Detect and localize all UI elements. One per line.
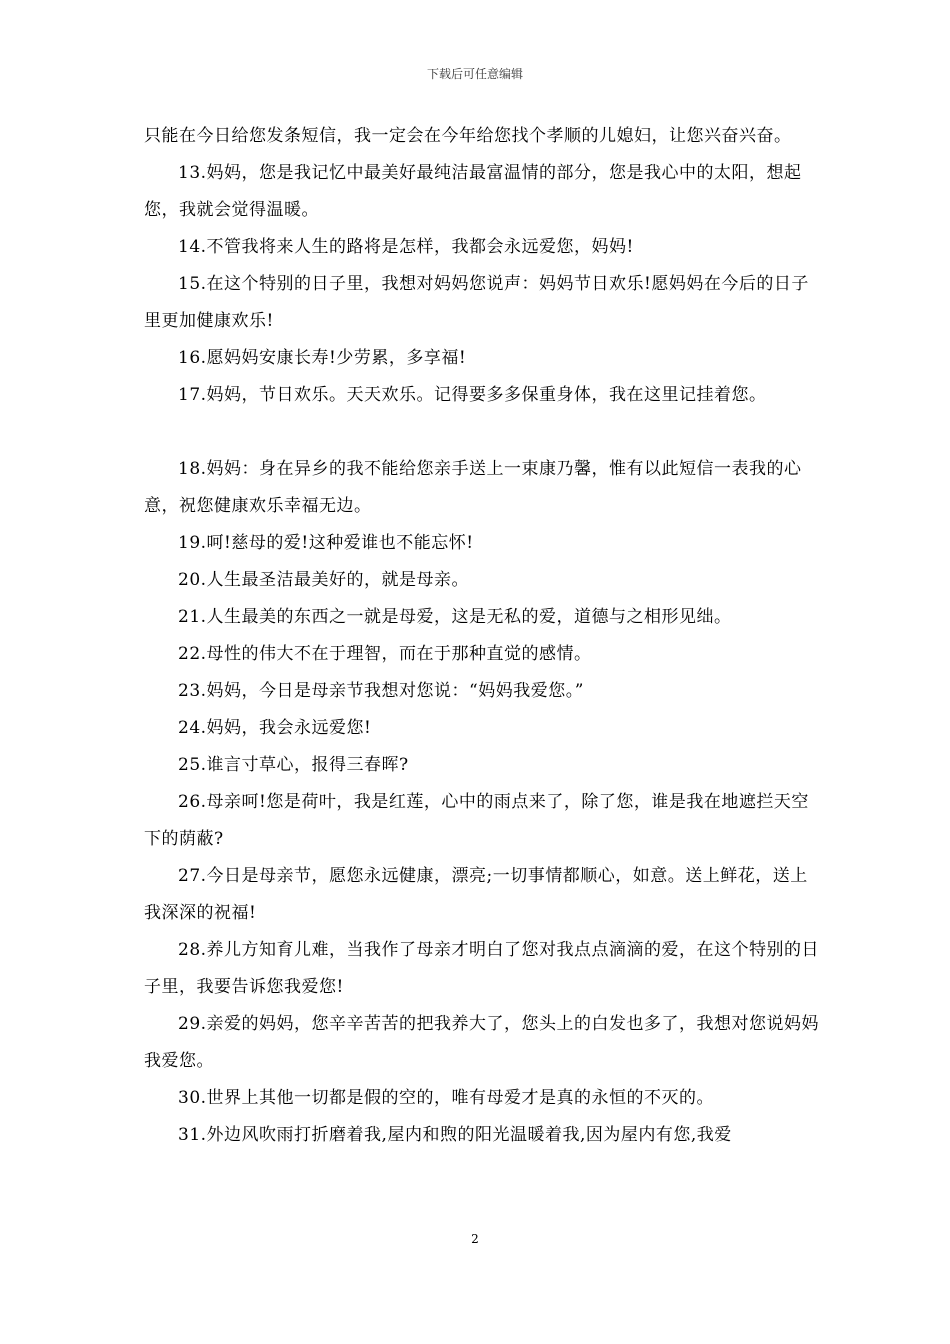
list-item: 17.妈妈，节日欢乐。天天欢乐。记得要多多保重身体，我在这里记挂着您。 [178,385,767,405]
list-item: 19.呵!慈母的爱!这种爱谁也不能忘怀! [178,533,474,553]
list-item: 15.在这个特别的日子里，我想对妈妈您说声：妈妈节日欢乐!愿妈妈在今后的日子里更加健康欢乐! [144,274,809,331]
list-item: 20.人生最圣洁最美好的，就是母亲。 [178,570,470,590]
list-item: 23.妈妈，今日是母亲节我想对您说：“妈妈我爱您。” [178,681,584,701]
list-item: 26.母亲呵!您是荷叶，我是红莲，心中的雨点来了，除了您，谁是我在地遮拦天空下的荫蔽? [144,792,809,849]
page-header: 下载后可任意编辑 [426,67,523,81]
document-body [144,118,820,1154]
blank-line [144,414,820,451]
list-item: 14.不管我将来人生的路将是怎样，我都会永远爱您，妈妈! [178,237,634,257]
list-item: 25.谁言寸草心，报得三春晖? [178,755,409,775]
list-item: 31.外边风吹雨打折磨着我,屋内和煦的阳光温暖着我,因为屋内有您,我爱 [178,1125,732,1145]
list-item: 29.亲爱的妈妈，您辛辛苦苦的把我养大了，您头上的白发也多了，我想对您说妈妈我爱您。 [144,1014,820,1071]
list-item: 30.世界上其他一切都是假的空的，唯有母爱才是真的永恒的不灭的。 [178,1088,715,1108]
list-item: 28.养儿方知育儿难，当我作了母亲才明白了您对我点点滴滴的爱，在这个特别的日子里，我要告诉您我爱您! [144,940,820,997]
paragraph-continuation: 只能在今日给您发条短信，我一定会在今年给您找个孝顺的儿媳妇，让您兴奋兴奋。 [144,126,792,146]
page-number: 2 [471,1232,479,1246]
list-item: 27.今日是母亲节，愿您永远健康，漂亮;一切事情都顺心，如意。送上鲜花，送上我深深的祝福! [144,866,808,923]
list-item: 24.妈妈，我会永远爱您! [178,718,372,738]
list-item: 16.愿妈妈安康长寿!少劳累，多享福! [178,348,467,368]
list-item: 13.妈妈，您是我记忆中最美好最纯洁最富温情的部分，您是我心中的太阳，想起您，我就会觉得温暖。 [144,163,802,220]
list-item: 22.母性的伟大不在于理智，而在于那种直觉的感情。 [178,644,592,664]
list-item: 21.人生最美的东西之一就是母爱，这是无私的爱，道德与之相形见绌。 [178,607,732,627]
list-item: 18.妈妈：身在异乡的我不能给您亲手送上一束康乃馨，惟有以此短信一表我的心意，祝您健康欢乐幸福无边。 [144,459,802,516]
